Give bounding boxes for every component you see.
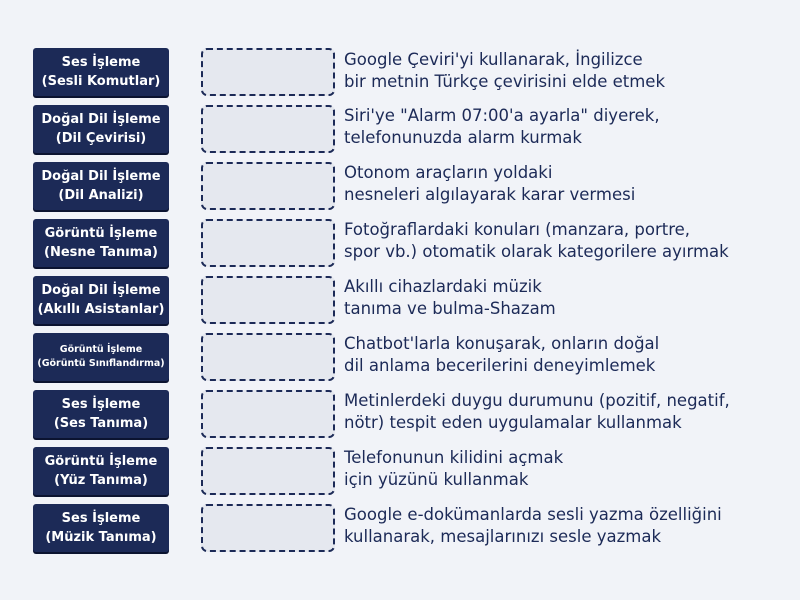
drop-slot-7[interactable]	[201, 390, 335, 438]
drop-slot-9[interactable]	[201, 504, 335, 552]
drag-tile-5[interactable]	[33, 276, 169, 324]
tile-line1: Görüntü İşleme	[59, 344, 143, 355]
description-line2: telefonunuzda alarm kurmak	[344, 128, 582, 147]
tile-line1: Doğal Dil İşleme	[41, 169, 161, 184]
description-line2: için yüzünü kullanmak	[344, 470, 529, 489]
description-8	[344, 447, 784, 491]
description-line1: Google Çeviri'yi kullanarak, İngilizce	[344, 50, 643, 69]
tile-line2: (Yüz Tanıma)	[54, 473, 148, 488]
drop-slot-6[interactable]	[201, 333, 335, 381]
tile-line2: (Ses Tanıma)	[53, 416, 149, 431]
description-line1: Otonom araçların yoldaki	[344, 163, 553, 182]
description-line1: Metinlerdeki duygu durumunu (pozitif, negatif,	[344, 391, 730, 410]
drag-tile-4[interactable]	[33, 219, 169, 267]
description-line1: Akıllı cihazlardaki müzik	[344, 277, 542, 296]
description-line2: tanıma ve bulma-Shazam	[344, 299, 556, 318]
description-line1: Chatbot'larla konuşarak, onların doğal	[344, 334, 660, 353]
drop-slot-5[interactable]	[201, 276, 335, 324]
tile-line2: (Akıllı Asistanlar)	[37, 302, 165, 317]
description-line2: nesneleri algılayarak karar vermesi	[344, 185, 636, 204]
drop-slot-4[interactable]	[201, 219, 335, 267]
drag-tile-7[interactable]	[33, 390, 169, 438]
description-6	[344, 333, 784, 377]
description-line1: Google e-dokümanlarda sesli yazma özelliğini	[344, 505, 722, 524]
description-2	[344, 105, 784, 149]
tile-line2: (Dil Analizi)	[58, 188, 144, 203]
drop-slot-3[interactable]	[201, 162, 335, 210]
tile-line1: Ses İşleme	[61, 511, 141, 526]
description-line2: spor vb.) otomatik olarak kategorilere ayırmak	[344, 242, 729, 261]
drag-tile-3[interactable]	[33, 162, 169, 210]
drag-tile-2[interactable]	[33, 105, 169, 153]
description-line1: Siri'ye "Alarm 07:00'a ayarla" diyerek,	[344, 106, 660, 125]
tile-line2: (Görüntü Sınıflandırma)	[37, 358, 165, 369]
description-line1: Fotoğraflardaki konuları (manzara, portre,	[344, 220, 691, 239]
description-4	[344, 219, 784, 263]
tile-line2: (Sesli Komutlar)	[41, 74, 161, 89]
drag-tile-6[interactable]	[33, 333, 169, 381]
tile-line1: Doğal Dil İşleme	[41, 112, 161, 127]
drag-tile-1[interactable]	[33, 48, 169, 96]
drop-slot-8[interactable]	[201, 447, 335, 495]
description-1	[344, 49, 784, 93]
drag-tile-8[interactable]	[33, 447, 169, 495]
tile-line2: (Dil Çevirisi)	[55, 131, 147, 146]
description-line2: bir metnin Türkçe çevirisini elde etmek	[344, 72, 666, 91]
description-line2: kullanarak, mesajlarınızı sesle yazmak	[344, 527, 662, 546]
drag-tile-9[interactable]	[33, 504, 169, 552]
tile-line1: Ses İşleme	[61, 397, 141, 412]
tile-line2: (Müzik Tanıma)	[45, 530, 157, 545]
description-3	[344, 162, 784, 206]
tile-line1: Görüntü İşleme	[44, 454, 158, 469]
description-7	[344, 390, 784, 434]
drop-slot-2[interactable]	[201, 105, 335, 153]
description-line2: dil anlama becerilerini deneyimlemek	[344, 356, 656, 375]
drop-slot-1[interactable]	[201, 48, 335, 96]
description-5	[344, 276, 784, 320]
tile-line1: Görüntü İşleme	[44, 226, 158, 241]
description-line1: Telefonunun kilidini açmak	[344, 448, 564, 467]
tile-line1: Ses İşleme	[61, 55, 141, 70]
tile-line2: (Nesne Tanıma)	[44, 245, 158, 260]
description-line2: nötr) tespit eden uygulamalar kullanmak	[344, 413, 682, 432]
tile-line1: Doğal Dil İşleme	[41, 283, 161, 298]
description-9	[344, 504, 784, 548]
